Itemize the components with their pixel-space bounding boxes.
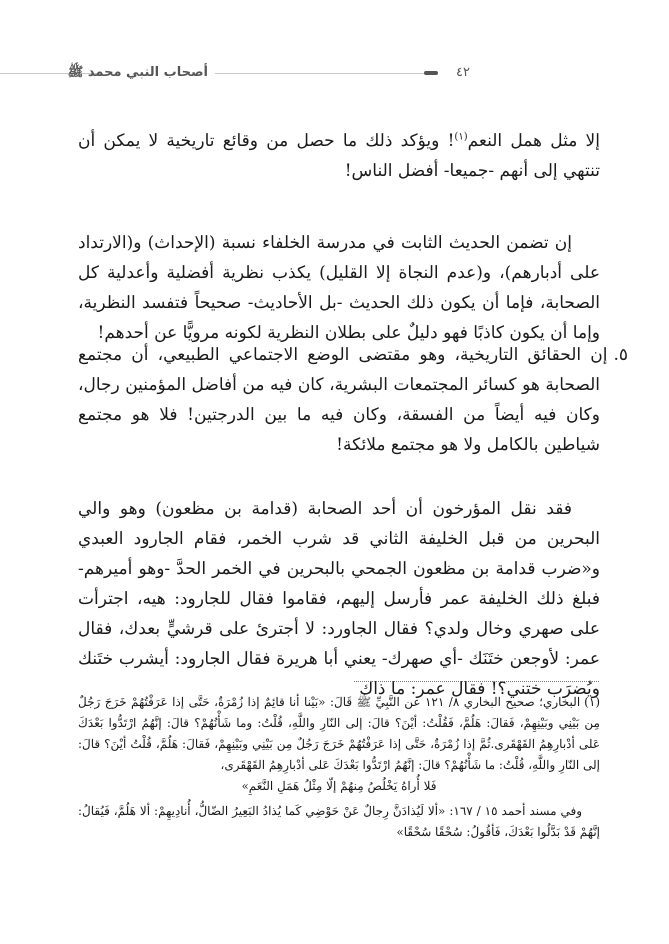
page-header <box>0 62 669 84</box>
footnotes <box>78 692 600 843</box>
page-number: ٤٢ <box>456 65 470 80</box>
paragraph-2: إن تضمن الحديث الثابت في مدرسة الخلفاء نسبة (الإحداث) و(الارتداد على أدبارهم)، و(عدم النجاة إلا القليل) يكذب نظرية أفضلية وأعدلية كل الصحابة، فإما أن يكون ذلك الحديث -بل الأحاديث- صحيحاً فتفسد النظرية، وإما أن يكون كاذبًا فهو دليلٌ على بطلان النظرية لكونه مرويًّا عن أحدهم! <box>78 233 600 343</box>
footnote-1-text: البخاري؛ صحيح البخاري ٨/ ١٢١ عن النَّبِيِّ ﷺ قَالَ: «بَيْنا أنا قائِمٌ إذا زُمْرَةٌ، حَتَّى إذا عَرَفْتُهُمْ خَرَجَ رَجُلٌ مِن بَيْنِي وبَيْنِهِمْ، فَقالَ: هَلُمَّ، فَقُلْتُ: أيْنَ؟ قالَ: إلى النّارِ واللَّهِ، قُلْتُ: وما شَأْنُهُمْ؟ قالَ: إنَّهُمُ ارْتَدُّوا بَعْدَكَ عَلى أدْبارِهِمُ القَهْقَرى.ثُمَّ إذا زُمْرَةٌ، حَتَّى إذا عَرَفْتُهُمْ خَرَجَ رَجُلٌ مِن بَيْنِي وبَيْنِهِمْ، فَقالَ: هَلُمَّ، قُلْتُ أيْنَ؟ قالَ: إلى النّارِ واللَّهِ، قُلْتُ: ما شَأْنُهُمْ؟ قالَ: إنَّهُمُ ارْتَدُّوا بَعْدَكَ عَلى أدْبارِهِمُ القَهْقَرى، <box>78 695 600 772</box>
footnote-1-text-end: فَلا أُراهُ يَخْلُصُ مِنهُمْ إلّا مِثْلُ هَمَلِ النَّعَمِ» <box>241 779 437 793</box>
header-marker-icon <box>424 71 438 75</box>
footnote-divider <box>354 681 599 682</box>
footnote-1-label: (١) <box>584 695 600 709</box>
footnote-1 <box>78 692 600 797</box>
paragraph-1-text-a: إلا مثل همل النعم <box>467 131 600 151</box>
list-item-number: ٥. <box>613 345 628 365</box>
paragraph-4: فقد نقل المؤرخون أن أحد الصحابة (قدامة بن مظعون) وهو والي البحرين من قبل الخليفة الثاني قد شرب الخمر، فقام الجارود العبدي و«ضرب قدامة بن مظعون الجمحي بالبحرين في الخمر الحدَّ -وهو أميرهم- فبلغ ذلك الخليفة عمر فأرسل إليهم، فقاموا فقال للجارود: هيه، اجترأت على صهري وخال ولدي؟ فقال الجاورد: لا أجترئ على قرشيٍّ بعدك، فقال عمر: لأوجعن ختَنَك -أي صهرك- يعني أبا هريرة فقال الجارود: أيشرب ختَنك ويُضرَب ختني؟! فقال عمر: ما ذاك <box>78 499 600 699</box>
list-item-5 <box>78 340 628 460</box>
footnote-ref-1[interactable]: (١) <box>454 131 468 143</box>
running-title <box>67 62 208 84</box>
paragraph-1 <box>78 126 600 186</box>
running-title-text: أصحاب النبي محمد ﷺ <box>67 65 208 80</box>
paragraph-1-text-b: ! ويؤكد ذلك ما حصل من وقائع تاريخية لا يمكن أن تنتهي إلى أنهم -جميعا- أفضل الناس! <box>78 131 600 181</box>
header-rule-middle <box>215 73 430 74</box>
footnote-1-continuation: وفي مسند أحمد ١٥ / ١٦٧: «ألا لَيُذادَنَّ رِجالٌ عَنْ حَوْضِي كَما يُذادُ البَعِيرُ الضّالُّ، أُنادِيهِمْ: ألا هَلُمَّ، فَيُقالُ: إنَّهُمْ قَدْ بَدَّلُوا بَعْدَكَ، فَأقُولُ: سُحْقًا سُحْقًا» <box>78 804 600 839</box>
list-item-text: إن الحقائق التاريخية، وهو مقتضى الوضع الاجتماعي الطبيعي، أن مجتمع الصحابة هو كسائر المجتمعات البشرية، كان فيه من أفاضل المؤمنين رجال، وكان فيه أيضاً من الفسقة، وكان فيه ما بين الدرجتين! فلا هو مجتمع شياطين بالكامل ولا هو مجتمع ملائكة! <box>78 345 608 455</box>
